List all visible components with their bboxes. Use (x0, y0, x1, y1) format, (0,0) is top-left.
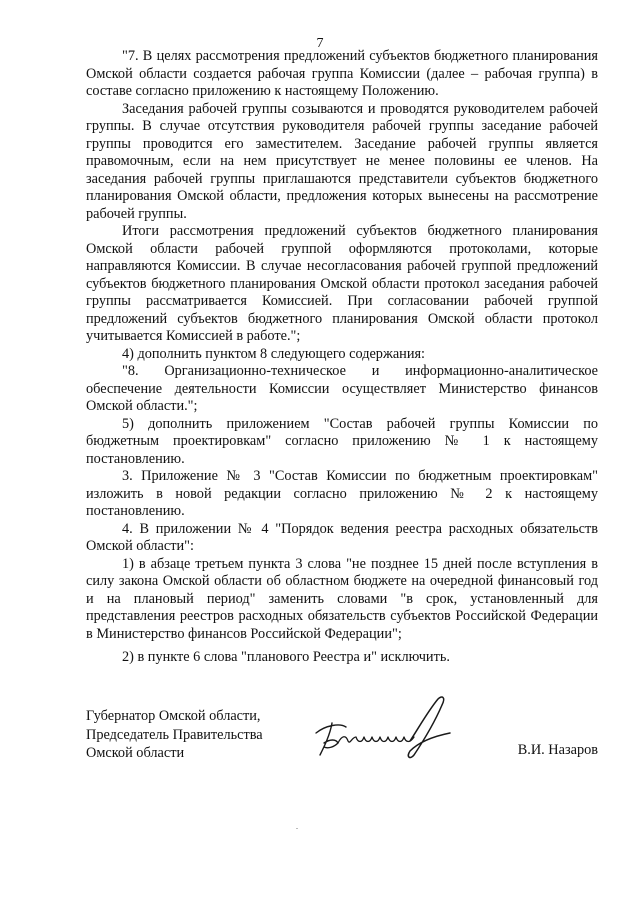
paragraph-working-group-formation: "7. В целях рассмотрения предложений субъектов бюджетного планирования Омской области создается рабочая группа Комиссии (далее – рабочая группа) в составе согласно приложению к настоящему Положению. (86, 48, 598, 99)
paragraph-item-4: 4) дополнить пунктом 8 следующего содержания: (122, 345, 426, 362)
signer-title-line: Омской области (86, 745, 185, 761)
scan-speck (296, 828, 298, 829)
signature-block (86, 707, 598, 767)
paragraph-section-4: 4. В приложении № 4 "Порядок ведения реестра расходных обязательств Омской области": (86, 520, 598, 554)
paragraph-subitem-2: 2) в пункте 6 слова "планового Реестра и" исключить. (122, 649, 450, 665)
signer-title (86, 707, 263, 763)
paragraph-point-8: "8. Организационно-техническое и информационно-аналитическое обеспечение деятельности Комиссии осуществляет Министерство финансов Омской области."; (86, 363, 598, 414)
signer-title-line: Председатель Правительства (86, 726, 263, 743)
signer-name: В.И. Назаров (517, 742, 598, 758)
signer-title-line: Губернатор Омской области, (86, 708, 261, 724)
paragraph-working-group-results: Итоги рассмотрения предложений субъектов бюджетного планирования Омской области рабочей группой оформляются протоколами, которые направляются Комиссии. В случае несогласования рабочей группой предложений субъектов бюджетного планирования Омской области протокол заседания рабочей группы рассматривается Комиссией. При согласовании рабочей группой предложений субъектов бюджетного планирования Омской области протокол учитывается Комиссией в работе."; (86, 223, 598, 344)
document-body (86, 48, 598, 667)
paragraph-section-3: 3. Приложение № 3 "Состав Комиссии по бюджетным проектировкам" изложить в новой редакции согласно приложению № 2 к настоящему постановлению. (86, 468, 598, 519)
paragraph-subitem-1: 1) в абзаце третьем пункта 3 слова "не позднее 15 дней после вступления в силу закона Омской области об областном бюджете на очередной финансовый год и на плановый период" заменить словами "в срок, установленный для представления реестров расходных обязательств субъектов Российской Федерации в Министерство финансов Российской Федерации"; (86, 555, 598, 642)
handwritten-signature (310, 693, 460, 763)
paragraph-item-5: 5) дополнить приложением "Состав рабочей группы Комиссии по бюджетным проектировкам" согласно приложению № 1 к настоящему постановлению. (86, 415, 598, 467)
paragraph-working-group-meetings: Заседания рабочей группы созываются и проводятся руководителем рабочей группы. В случае отсутствия руководителя рабочей группы заседание рабочей группы проводится его заместителем. Заседание рабочей группы является правомочным, если на нем присутствует не менее половины ее членов. На заседания рабочей группы приглашаются представители субъектов бюджетного планирования Омской области, предложения которых вынесены на рассмотрение рабочей группы. (86, 100, 598, 222)
page-number: 7 (316, 36, 324, 51)
